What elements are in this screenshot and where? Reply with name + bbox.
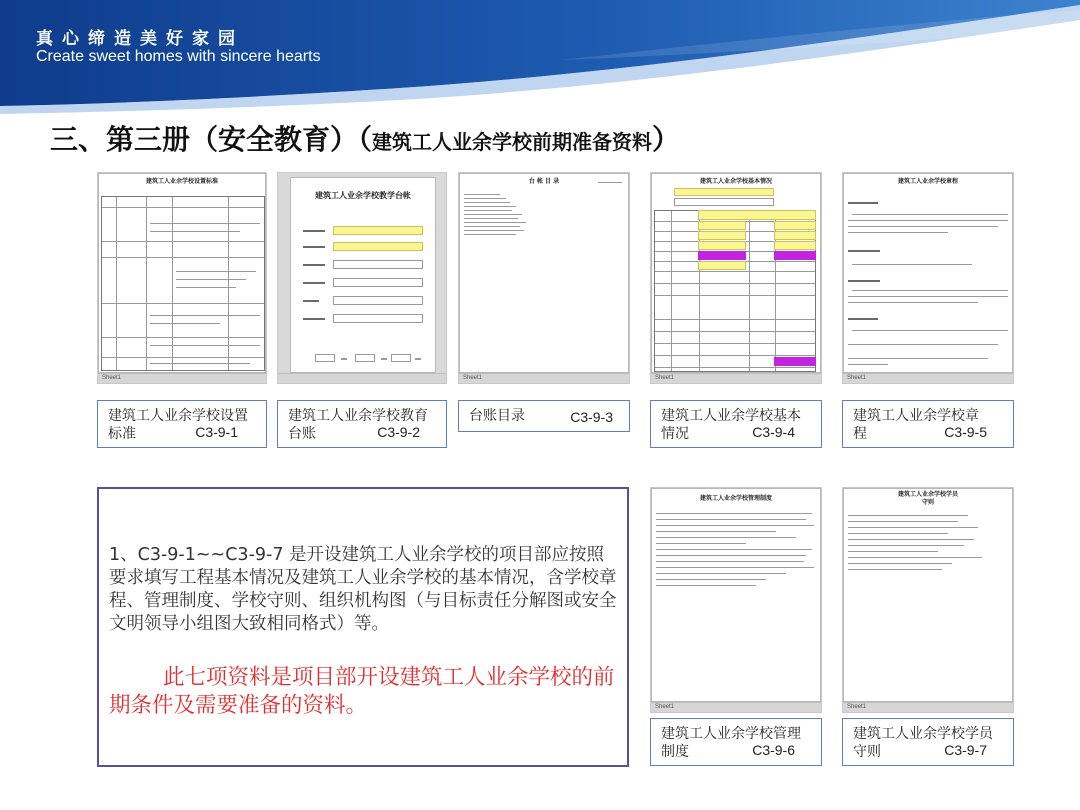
caption-code: C3-9-5 <box>944 424 987 440</box>
caption-text: 建筑工人业余学校基本情况 <box>661 408 801 442</box>
thumbnail-page <box>651 488 821 702</box>
thumbnail-page <box>651 173 821 373</box>
thumbnail-page <box>843 173 1013 373</box>
title-sub: 建筑工人业余学校前期准备资料 <box>372 130 653 154</box>
caption-setup-standard <box>97 400 267 448</box>
caption-education-ledger <box>277 400 447 448</box>
sheet-tab-bar <box>651 373 821 383</box>
slogan-english: Create sweet homes with sincere hearts <box>36 48 321 65</box>
caption-charter <box>842 400 1014 448</box>
caption-code: C3-9-4 <box>752 424 795 440</box>
thumbnail-teaching-ledger <box>277 172 447 384</box>
sheet-tab: Sheet1 <box>847 704 867 710</box>
thumbnail-management-rules <box>650 487 822 713</box>
caption-text: 建筑工人业余学校章程 <box>853 408 979 442</box>
thumbnail-page <box>290 177 436 373</box>
thumbnail-heading: 建筑工人业余学校章程 <box>897 178 958 185</box>
sheet-tab-bar <box>278 373 446 383</box>
thumbnail-ledger-directory <box>458 172 630 384</box>
thumbnail-charter <box>842 172 1014 384</box>
sheet-tab: Sheet1 <box>655 375 675 381</box>
sheet-tab-bar <box>843 373 1013 383</box>
sheet-tab-bar <box>98 373 266 383</box>
caption-student-code <box>842 718 1014 766</box>
thumbnail-heading: 建筑工人业余学校设置标准 <box>145 178 218 185</box>
thumbnail-page <box>843 488 1013 702</box>
page-title <box>50 118 680 158</box>
thumbnail-heading: 台 帐 目 录 <box>528 178 560 185</box>
thumbnail-heading: 建筑工人业余学校教学台帐 <box>315 191 411 200</box>
thumbnail-page <box>98 173 266 373</box>
caption-text: 台账目录 <box>469 408 525 424</box>
thumbnail-heading: 建筑工人业余学校学员守则 <box>897 491 958 506</box>
description-paragraph-1: 1、C3-9-1~~C3-9-7 是开设建筑工人业余学校的项目部应按照要求填写工程基本情况及建筑工人业余学校的基本情况，含学校章程、管理制度、学校守则、组织机构图（与目标责任分解图或安全文明领导小组图大致相同格式）等。 <box>109 545 617 634</box>
caption-basic-info <box>650 400 822 448</box>
sheet-tab: Sheet1 <box>655 704 675 710</box>
thumbnail-table <box>101 196 265 371</box>
title-paren-open: （ <box>358 123 373 156</box>
sheet-tab-bar <box>459 373 629 383</box>
caption-ledger-directory <box>458 400 630 432</box>
sheet-tab-bar <box>651 702 821 712</box>
caption-text: 建筑工人业余学校教育台账 <box>288 408 428 442</box>
caption-code: C3-9-6 <box>752 742 795 758</box>
caption-code: C3-9-7 <box>944 742 987 758</box>
header-banner <box>0 0 1080 115</box>
thumbnail-heading: 建筑工人业余学校管理制度 <box>699 495 772 502</box>
slogan-chinese: 真心缔造美好家园 <box>36 29 244 49</box>
caption-text: 建筑工人业余学校管理制度 <box>661 726 801 760</box>
title-main: 三、第三册（安全教育） <box>50 123 359 156</box>
thumbnail-page <box>459 173 629 373</box>
sheet-tab: Sheet1 <box>463 375 483 381</box>
caption-code: C3-9-1 <box>195 424 238 440</box>
thumbnail-setup-standard <box>97 172 267 384</box>
thumbnail-heading: 建筑工人业余学校基本情况 <box>699 178 772 185</box>
sheet-tab-bar <box>843 702 1013 712</box>
sheet-tab: Sheet1 <box>847 375 867 381</box>
title-paren-close: ） <box>652 123 681 156</box>
caption-code: C3-9-2 <box>377 424 420 440</box>
caption-text: 建筑工人业余学校设置标准 <box>108 408 248 442</box>
thumbnail-student-code <box>842 487 1014 713</box>
caption-text: 建筑工人业余学校学员守则 <box>853 726 993 760</box>
description-box <box>97 487 629 767</box>
description-paragraph-2: 此七项资料是项目部开设建筑工人业余学校的前期条件及需要准备的资料。 <box>109 665 615 718</box>
caption-code: C3-9-3 <box>570 409 613 425</box>
thumbnail-basic-info <box>650 172 822 384</box>
sheet-tab: Sheet1 <box>102 375 122 381</box>
caption-management-rules <box>650 718 822 766</box>
